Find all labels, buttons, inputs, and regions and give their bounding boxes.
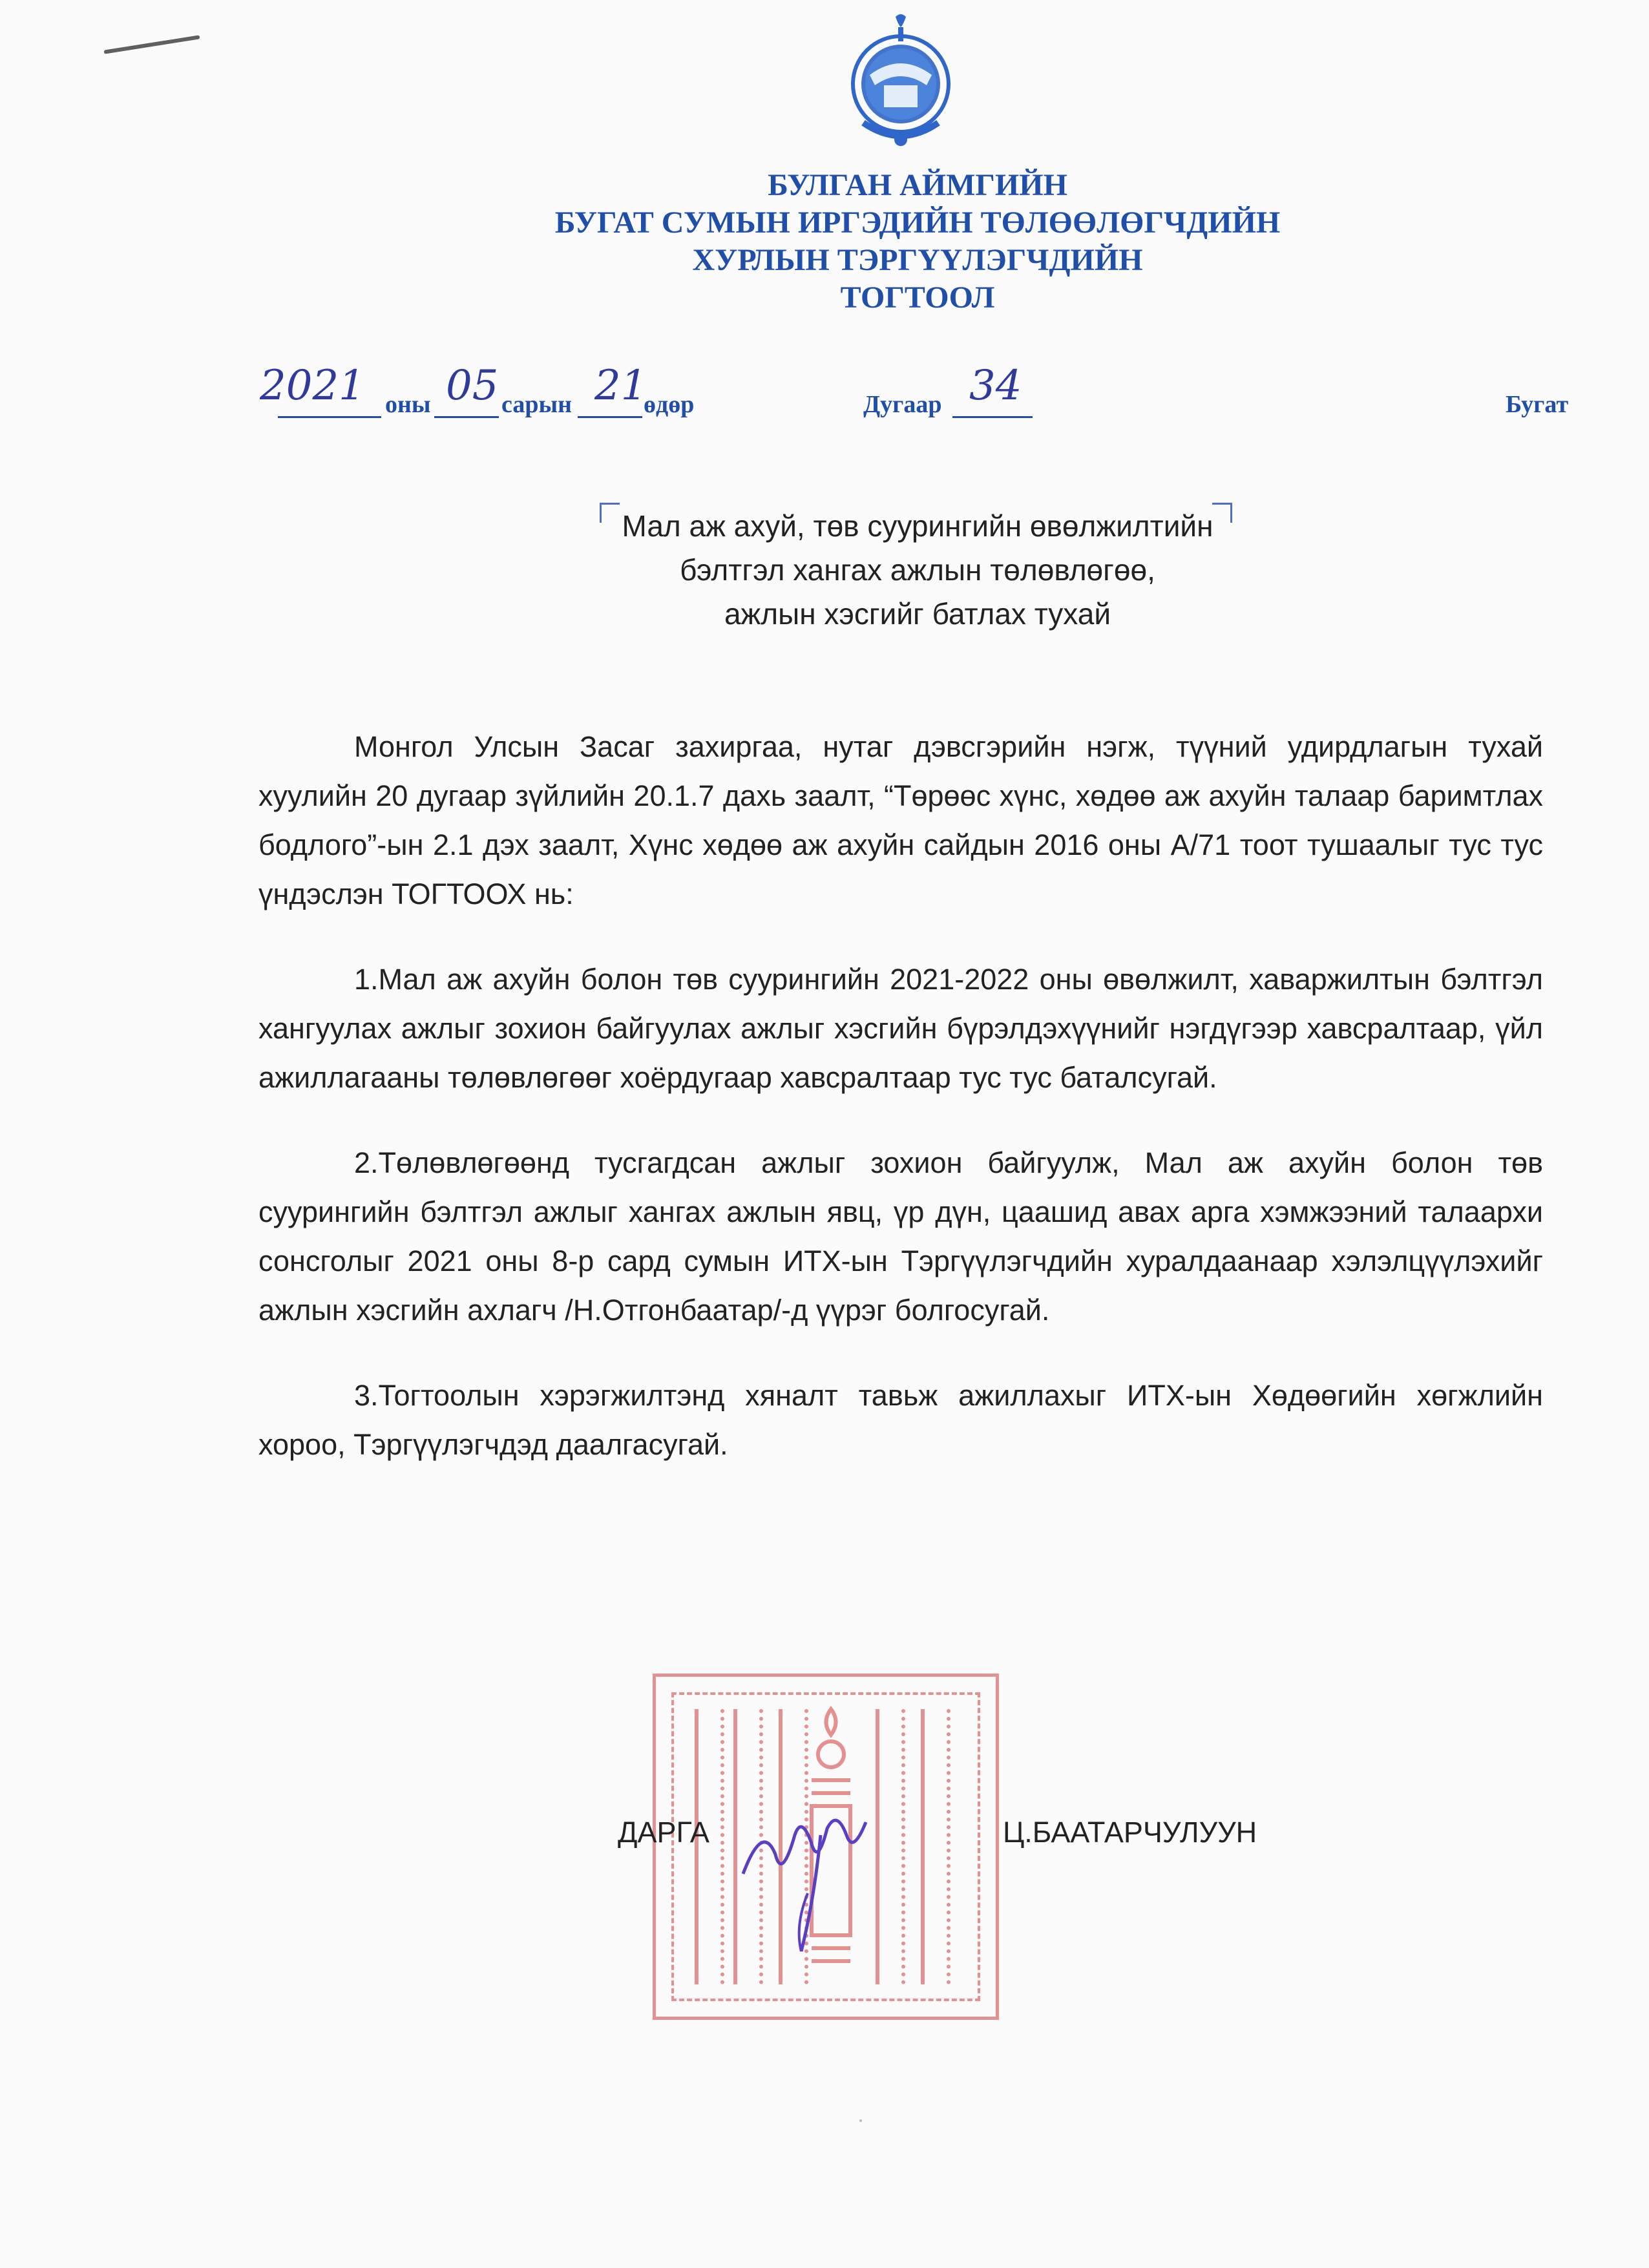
resolution-title <box>0 504 1649 636</box>
number-handwritten: 34 <box>969 362 1022 410</box>
scan-artifact-mark <box>103 35 200 54</box>
day-label: өдөр <box>644 391 695 418</box>
title-line-1: Мал аж ахуй, төв суурингийн өвөлжилтийн <box>622 509 1213 543</box>
state-emblem-icon <box>844 13 958 155</box>
header-line-resolution: ТОГТООЛ <box>840 280 995 315</box>
year-handwritten: 2021 <box>260 362 365 410</box>
month-handwritten: 05 <box>446 362 499 410</box>
title-line-2: бэлтгэл хангах ажлын төлөвлөгөө, <box>680 553 1155 587</box>
item-2-paragraph: 2.Төлөвлөгөөнд тусгагдсан ажлыг зохион байгуулж, Мал аж ахуйн болон төв суурингийн бэлтгэл ажлыг хангах ажлын явц, үр дүн, цаашид авах арга хэмжээний талаархи сонсголыг 2021 оны 8-р сард сумын ИТХ-ын Тэргүүлэгчдийн хуралдаанаар хэлэлцүүлэхийг ажлын хэсгийн ахлагч /Н.Отгонбаатар/-д үүрэг болгосугай. <box>258 1146 1543 1327</box>
item-1-paragraph: 1.Мал аж ахуйн болон төв суурингийн 2021-2022 оны өвөлжилт, хаваржилтын бэлтгэл хангуулах ажлыг зохион байгуулах ажлыг хэсгийн бүрэлдэхүүнийг нэгдүгээр хавсралтаар, үйл ажиллагааны төлөвлөгөөг хоёрдугаар хавсралтаар тус тус баталсугай. <box>258 963 1543 1094</box>
header-line-presidium: ХУРЛЫН ТЭРГҮҮЛЭГЧДИЙН <box>692 243 1143 277</box>
year-label: оны <box>385 391 431 418</box>
item-3-paragraph: 3.Тогтоолын хэрэгжилтэнд хяналт тавьж ажиллахыг ИТХ-ын Хөдөөгийн хөгжлийн хороо, Тэргүүлэгчдэд даалгасугай. <box>258 1379 1543 1461</box>
seal-script-column <box>876 1709 905 1984</box>
header-line-aimag: БУЛГАН АЙМГИЙН <box>768 168 1067 202</box>
place-name: Бугат <box>1506 391 1569 418</box>
signatory-name: Ц.БААТАРЧУЛУУН <box>1003 1816 1257 1849</box>
header-line-sum-council: БУГАТ СУМЫН ИРГЭДИЙН ТӨЛӨӨЛӨГЧДИЙН <box>554 205 1281 240</box>
seal-script-column <box>921 1709 951 1984</box>
day-handwritten: 21 <box>594 362 647 410</box>
month-label: сарын <box>501 391 572 418</box>
date-number-row <box>0 362 1649 433</box>
title-line-3: ажлын хэсгийг батлах тухай <box>724 597 1111 631</box>
signatory-title: ДАРГА <box>618 1816 709 1849</box>
preamble-paragraph: Монгол Улсын Засаг захиргаа, нутаг дэвсгэрийн нэгж, түүний удирдлагын тухай хуулийн 20 дугаар зүйлийн 20.1.7 дахь заалт, “Төрөөс хүнс, хөдөө аж ахуйн талаар баримтлах бодлого”-ын 2.1 дэх заалт, Хүнс хөдөө аж ахуйн сайдын 2016 оны А/71 тоот тушаалыг тус тус үндэслэн ТОГТООХ нь: <box>258 730 1543 910</box>
resolution-body <box>258 722 1543 1506</box>
scan-dot <box>859 2119 862 2122</box>
document-header <box>0 167 1649 317</box>
handwritten-signature <box>737 1796 872 1958</box>
number-label: Дугаар <box>863 391 942 418</box>
